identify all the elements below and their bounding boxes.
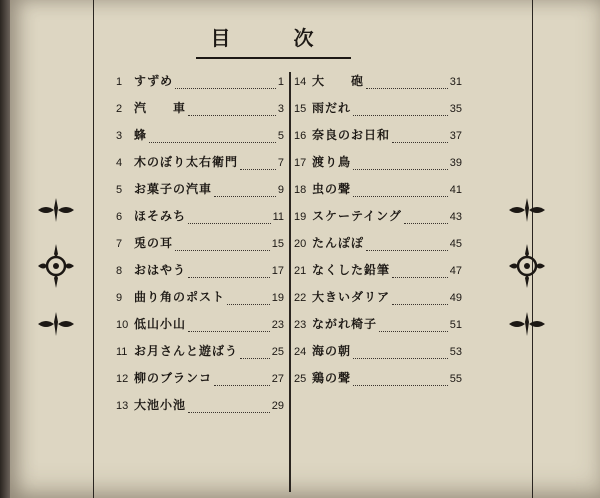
entry-page-number: 47 <box>449 265 462 277</box>
entry-number: 9 <box>116 292 123 304</box>
dot-leader <box>404 223 448 224</box>
toc-entry <box>294 99 462 126</box>
dot-leader <box>188 277 270 278</box>
dot-leader <box>188 223 271 224</box>
book-spine-edge <box>0 0 10 498</box>
entry-title: 蜂 <box>134 128 148 142</box>
toc-entry <box>294 72 462 99</box>
column-divider <box>289 72 291 492</box>
toc-entry <box>116 396 284 423</box>
entry-page-number: 5 <box>277 130 284 142</box>
entry-page-number: 9 <box>277 184 284 196</box>
entry-page-number: 17 <box>271 265 284 277</box>
dot-leader <box>240 169 276 170</box>
dot-leader <box>149 142 276 143</box>
entry-number: 25 <box>294 373 307 385</box>
entry-page-number: 49 <box>449 292 462 304</box>
dot-leader <box>353 196 448 197</box>
entry-page-number: 45 <box>449 238 462 250</box>
entry-title: お菓子の汽車 <box>134 182 213 196</box>
entry-number: 7 <box>116 238 123 250</box>
toc-left-column <box>116 72 284 423</box>
entry-page-number: 41 <box>449 184 462 196</box>
entry-number: 1 <box>116 76 123 88</box>
dot-leader <box>188 412 270 413</box>
dot-leader <box>214 196 276 197</box>
entry-page-number: 29 <box>271 400 284 412</box>
ornament-flourish-icon <box>36 310 76 338</box>
toc-entry <box>116 207 284 234</box>
dot-leader <box>353 358 448 359</box>
entry-number: 19 <box>294 211 307 223</box>
entry-title: 曲り角のポスト <box>134 290 226 304</box>
dot-leader <box>392 142 448 143</box>
dot-leader <box>366 250 448 251</box>
entry-page-number: 53 <box>449 346 462 358</box>
toc-entry <box>116 72 284 99</box>
entry-page-number: 51 <box>449 319 462 331</box>
toc-title: 目 次 <box>210 26 342 50</box>
entry-page-number: 23 <box>271 319 284 331</box>
entry-number: 6 <box>116 211 123 223</box>
entry-page-number: 1 <box>277 76 284 88</box>
entry-title: 低山小山 <box>134 317 187 331</box>
entry-number: 14 <box>294 76 307 88</box>
entry-page-number: 43 <box>449 211 462 223</box>
entry-title: ながれ椅子 <box>312 317 378 331</box>
entry-page-number: 25 <box>271 346 284 358</box>
entry-number: 4 <box>116 157 123 169</box>
entry-title: 雨だれ <box>312 101 352 115</box>
entry-number: 23 <box>294 319 307 331</box>
toc-entry <box>294 315 462 342</box>
entry-number: 12 <box>116 373 129 385</box>
toc-entry <box>116 369 284 396</box>
toc-entry <box>294 234 462 261</box>
entry-page-number: 7 <box>277 157 284 169</box>
toc-entry <box>294 342 462 369</box>
toc-entry <box>116 342 284 369</box>
entry-title: 汽 車 <box>134 101 187 115</box>
toc-entry <box>294 369 462 396</box>
toc-entry <box>116 126 284 153</box>
entry-number: 18 <box>294 184 307 196</box>
ornament-medallion-icon <box>36 244 76 288</box>
entry-title: スケーテイング <box>312 209 402 223</box>
entry-number: 16 <box>294 130 307 142</box>
dot-leader <box>353 169 448 170</box>
dot-leader <box>353 115 448 116</box>
entry-title: 大 砲 <box>312 74 365 88</box>
dot-leader <box>214 385 270 386</box>
dot-leader <box>188 115 276 116</box>
entry-number: 17 <box>294 157 307 169</box>
entry-number: 20 <box>294 238 307 250</box>
entry-number: 10 <box>116 319 129 331</box>
entry-title: 奈良のお日和 <box>312 128 391 142</box>
toc-entry <box>116 261 284 288</box>
entry-page-number: 19 <box>271 292 284 304</box>
entry-number: 11 <box>116 346 128 358</box>
entry-number: 22 <box>294 292 307 304</box>
toc-entry <box>116 234 284 261</box>
toc-entry <box>116 180 284 207</box>
dot-leader <box>240 358 270 359</box>
entry-title: 大きいダリア <box>312 290 391 304</box>
dot-leader <box>392 304 448 305</box>
toc-entry <box>116 153 284 180</box>
toc-entry <box>116 288 284 315</box>
entry-page-number: 39 <box>449 157 462 169</box>
toc-entry <box>116 99 284 126</box>
entry-number: 8 <box>116 265 123 277</box>
toc-entry <box>294 288 462 315</box>
entry-number: 13 <box>116 400 129 412</box>
dot-leader <box>366 88 448 89</box>
entry-number: 15 <box>294 103 307 115</box>
entry-page-number: 37 <box>449 130 462 142</box>
ornament-flourish-icon <box>36 196 76 224</box>
ornament-flourish-icon <box>507 310 547 338</box>
toc-entry <box>294 126 462 153</box>
ornament-medallion-icon <box>507 244 547 288</box>
entry-page-number: 15 <box>271 238 284 250</box>
entry-title: 虫の聲 <box>312 182 352 196</box>
toc-right-column <box>294 72 462 396</box>
entry-page-number: 3 <box>277 103 284 115</box>
entry-title: 大池小池 <box>134 398 187 412</box>
entry-title: 海の朝 <box>312 344 352 358</box>
dot-leader <box>188 331 270 332</box>
entry-title: すずめ <box>134 74 174 88</box>
entry-number: 2 <box>116 103 123 115</box>
title-underline <box>196 57 351 59</box>
toc-entry <box>116 315 284 342</box>
entry-number: 3 <box>116 130 123 142</box>
dot-leader <box>175 88 276 89</box>
entry-title: 柳のブランコ <box>134 371 213 385</box>
entry-page-number: 35 <box>449 103 462 115</box>
ornament-flourish-icon <box>507 196 547 224</box>
entry-number: 21 <box>294 265 307 277</box>
entry-page-number: 31 <box>449 76 462 88</box>
entry-page-number: 55 <box>449 373 462 385</box>
dot-leader <box>353 385 448 386</box>
entry-title: おはやう <box>134 263 187 277</box>
entry-title: ほそみち <box>134 209 187 223</box>
entry-title: なくした鉛筆 <box>312 263 391 277</box>
dot-leader <box>392 277 448 278</box>
entry-page-number: 27 <box>271 373 284 385</box>
dot-leader <box>379 331 448 332</box>
dot-leader <box>227 304 270 305</box>
entry-number: 24 <box>294 346 307 358</box>
entry-title: 兎の耳 <box>134 236 174 250</box>
entry-title: 木のぼり太右衛門 <box>134 155 239 169</box>
toc-entry <box>294 207 462 234</box>
toc-entry <box>294 153 462 180</box>
toc-entry <box>294 261 462 288</box>
toc-entry <box>294 180 462 207</box>
entry-title: たんぽぽ <box>312 236 365 250</box>
entry-title: 鶏の聲 <box>312 371 352 385</box>
entry-title: お月さんと遊ばう <box>134 344 239 358</box>
entry-number: 5 <box>116 184 123 196</box>
dot-leader <box>175 250 270 251</box>
entry-title: 渡り鳥 <box>312 155 352 169</box>
entry-page-number: 11 <box>272 211 284 223</box>
